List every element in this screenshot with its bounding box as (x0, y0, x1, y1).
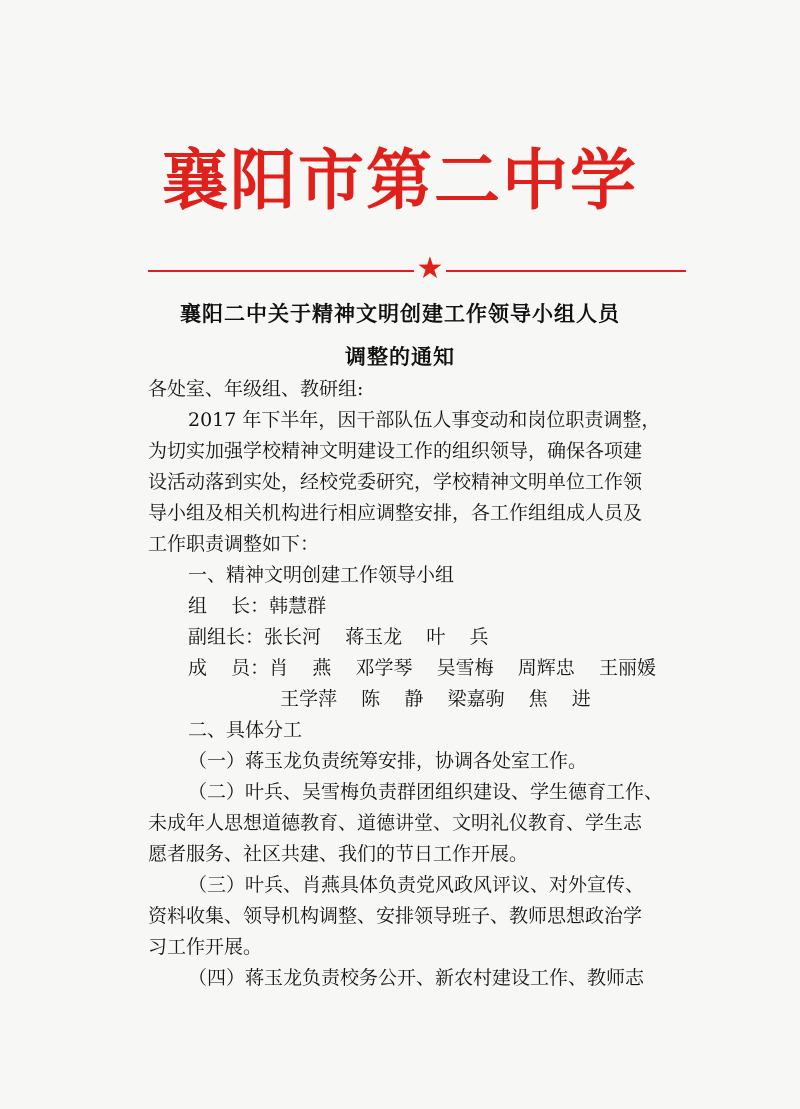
red-rule-right (446, 270, 686, 272)
section1-heading: 一、精神文明创建工作领导小组 (188, 564, 455, 586)
intro-line: 2017 年下半年，因干部队伍人事变动和岗位职责调整， (188, 409, 661, 431)
section2-heading: 二、具体分工 (188, 719, 303, 741)
red-rule-left (148, 270, 414, 272)
document-title-line2: 调整的通知 (345, 345, 455, 369)
members-row: 成 员：肖 燕 邓学琴 吴雪梅 周辉忠 王丽媛 (188, 657, 656, 679)
duty-item-3-line: 资料收集、领导机构调整、安排领导班子、教师思想政治学 (148, 905, 643, 927)
document-title-line1: 襄阳二中关于精神文明创建工作领导小组人员 (180, 302, 620, 326)
duty-item-1: （一）蒋玉龙负责统筹安排，协调各处室工作。 (188, 750, 588, 772)
duty-item-2-line: 未成年人思想道德教育、道德讲堂、文明礼仪教育、学生志 (148, 812, 643, 834)
intro-line: 设活动落到实处，经校党委研究，学校精神文明单位工作领 (148, 471, 643, 493)
masthead: 襄阳市第二中学 (162, 142, 638, 219)
duty-item-3-line: （三）叶兵、肖燕具体负责党风政风评议、对外宣传、 (188, 874, 645, 896)
duty-item-4: （四）蒋玉龙负责校务公开、新农村建设工作、教师志 (188, 967, 645, 989)
group-leader: 组 长：韩慧群 (188, 595, 327, 617)
intro-line: 导小组及相关机构进行相应调整安排，各工作组组成人员及 (148, 502, 643, 524)
star-icon: ★ (416, 251, 444, 286)
duty-item-2-line: （二）叶兵、吴雪梅负责群团组织建设、学生德育工作、 (188, 781, 664, 803)
deputy-leaders: 副组长：张长河 蒋玉龙 叶 兵 (188, 626, 489, 648)
duty-item-3-line: 习工作开展。 (148, 936, 263, 958)
intro-line: 工作职责调整如下： (148, 533, 320, 555)
intro-line: 为切实加强学校精神文明建设工作的组织领导，确保各项建 (148, 440, 643, 462)
members-row: 王学萍 陈 静 梁嘉驹 焦 进 (280, 688, 591, 710)
salutation: 各处室、年级组、教研组: (148, 378, 364, 400)
duty-item-2-line: 愿者服务、社区共建、我们的节日工作开展。 (148, 843, 529, 865)
